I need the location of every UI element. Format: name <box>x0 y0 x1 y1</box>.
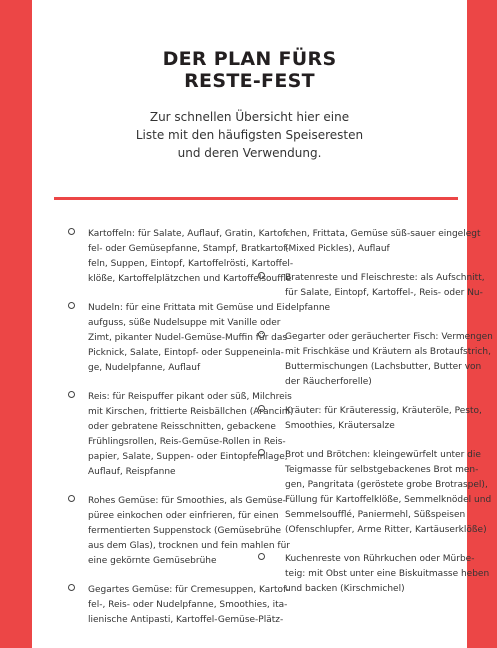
list-item-line: fel- oder Gemüsepfanne, Stampf, Bratkartof- <box>88 244 290 254</box>
list-item-line: für Salate, Eintopf, Kartoffel-, Reis- oder Nu- <box>285 288 483 298</box>
left-column <box>68 227 294 642</box>
subtitle <box>32 108 467 162</box>
list-item-line: Reis: für Reispuffer pikant oder süß, Milchreis <box>88 392 292 402</box>
list-item-line: Frühlingsrollen, Reis-Gemüse-Rollen in Reis- <box>88 437 286 447</box>
list-item-line: aus dem Glas), trocknen und fein mahlen für <box>88 541 290 551</box>
continued-text-line: chen, Frittata, Gemüse süß-sauer eingelegt <box>285 229 481 239</box>
list-item-line: und backen (Kirschmichel) <box>285 584 405 594</box>
list-item-line: mit Frischkäse und Kräutern als Brotaufstrich, <box>285 347 491 357</box>
list-item <box>258 330 493 390</box>
list-item <box>68 301 288 376</box>
list-item <box>68 583 289 628</box>
list-item-line: Kräuter: für Kräuteressig, Kräuteröle, Pesto, <box>285 406 482 416</box>
list-item-line: Brot und Brötchen: kleingewürfelt unter die <box>285 450 481 460</box>
list-item <box>258 271 485 316</box>
subtitle-line-2: Liste mit den häufigsten Speiseresten <box>135 128 364 142</box>
list-item-line: Bratenreste und Fleischreste: als Aufschnitt, <box>285 273 485 283</box>
circle-bullet-icon <box>68 302 75 309</box>
list-item-line: Rohes Gemüse: für Smoothies, als Gemüse- <box>88 496 286 506</box>
circle-bullet-icon <box>258 331 265 338</box>
continued-text <box>285 227 481 257</box>
list-item <box>258 404 482 434</box>
circle-bullet-icon <box>68 584 75 591</box>
subtitle-line-1: Zur schnellen Übersicht hier eine <box>149 110 350 124</box>
list-item <box>258 448 492 538</box>
list-item-line: aufguss, süße Nudelsuppe mit Vanille oder <box>88 318 281 328</box>
list-item-line: Zimt, pikanter Nudel-Gemüse-Muffin für das <box>88 333 288 343</box>
list-item-line: gen, Pangritata (geröstete grobe Brotraspel), <box>285 480 488 490</box>
circle-bullet-icon <box>258 405 265 412</box>
continued-text-line: (Mixed Pickles), Auflauf <box>285 244 390 254</box>
list-item-line: Füllung für Kartoffelklöße, Semmelknödel und <box>285 495 492 505</box>
list-item-line: Gegartes Gemüse: für Cremesuppen, Kartof- <box>88 585 289 595</box>
list-item <box>68 390 294 480</box>
list-item-line: ge, Nudelpfanne, Auflauf <box>88 363 201 373</box>
list-item-line: Teigmasse für selbstgebackenes Brot men- <box>285 465 479 475</box>
red-divider <box>54 197 458 200</box>
list-item-line: fermentierten Suppenstock (Gemüsebrühe <box>88 526 282 536</box>
circle-bullet-icon <box>258 272 265 279</box>
list-item <box>68 494 290 569</box>
list-item-line: Picknick, Salate, Eintopf- oder Suppeneinla- <box>88 348 284 358</box>
list-item-line: eine gekörnte Gemüsebrühe <box>88 556 217 566</box>
list-item-line: Buttermischungen (Lachsbutter, Butter von <box>285 362 482 372</box>
list-item-line: Auflauf, Reispfanne <box>88 467 176 477</box>
list-item-line: delpfanne <box>285 303 331 313</box>
list-item-line: lienische Antipasti, Kartoffel-Gemüse-Plätz- <box>88 615 284 625</box>
title-line-1: DER PLAN FÜRS <box>162 48 337 70</box>
subtitle-line-3: und deren Verwendung. <box>177 146 322 160</box>
circle-bullet-icon <box>68 391 75 398</box>
circle-bullet-icon <box>68 228 75 235</box>
list-item-line: oder gebratene Reisschnitten, gebackene <box>88 422 276 432</box>
circle-bullet-icon <box>68 495 75 502</box>
list-item-line: papier, Salate, Suppen- oder Eintopfeinlage, <box>88 452 288 462</box>
list-item-line: Kartoffeln: für Salate, Auflauf, Gratin, Kartof- <box>88 229 289 239</box>
circle-bullet-icon <box>258 449 265 456</box>
list-item-line: Gegarter oder geräucherter Fisch: Vermengen <box>285 332 493 342</box>
list-item-line: teig: mit Obst unter eine Biskuitmasse heben <box>285 569 490 579</box>
list-item-line: der Räucherforelle) <box>285 377 372 387</box>
list-item <box>68 227 294 287</box>
list-item-line: Smoothies, Kräutersalze <box>285 421 395 431</box>
list-item-line: (Ofenschlupfer, Arme Ritter, Kartäuserklöße) <box>285 525 487 535</box>
list-item <box>258 552 490 597</box>
list-item-line: Nudeln: für eine Frittata mit Gemüse und Ei- <box>88 303 288 313</box>
document-page <box>32 0 493 648</box>
list-item-line: feln, Suppen, Eintopf, Kartoffelrösti, Kartoffel- <box>88 259 294 269</box>
title-line-2: RESTE-FEST <box>184 70 315 92</box>
list-item-line: Kuchenreste von Rührkuchen oder Mürbe- <box>285 554 475 564</box>
list-item-line: klöße, Kartoffelplätzchen und Kartoffelsoufflé <box>88 274 292 284</box>
page-title <box>32 48 467 92</box>
list-item-line: püree einkochen oder einfrieren, für einen <box>88 511 279 521</box>
list-item-line: fel-, Reis- oder Nudelpfanne, Smoothies, ita- <box>88 600 288 610</box>
list-item-line: Semmelsoufflé, Paniermehl, Süßspeisen <box>285 510 466 520</box>
list-item-line: mit Kirschen, frittierte Reisbällchen (Arancini) <box>88 407 294 417</box>
circle-bullet-icon <box>258 553 265 560</box>
right-column <box>258 227 493 611</box>
